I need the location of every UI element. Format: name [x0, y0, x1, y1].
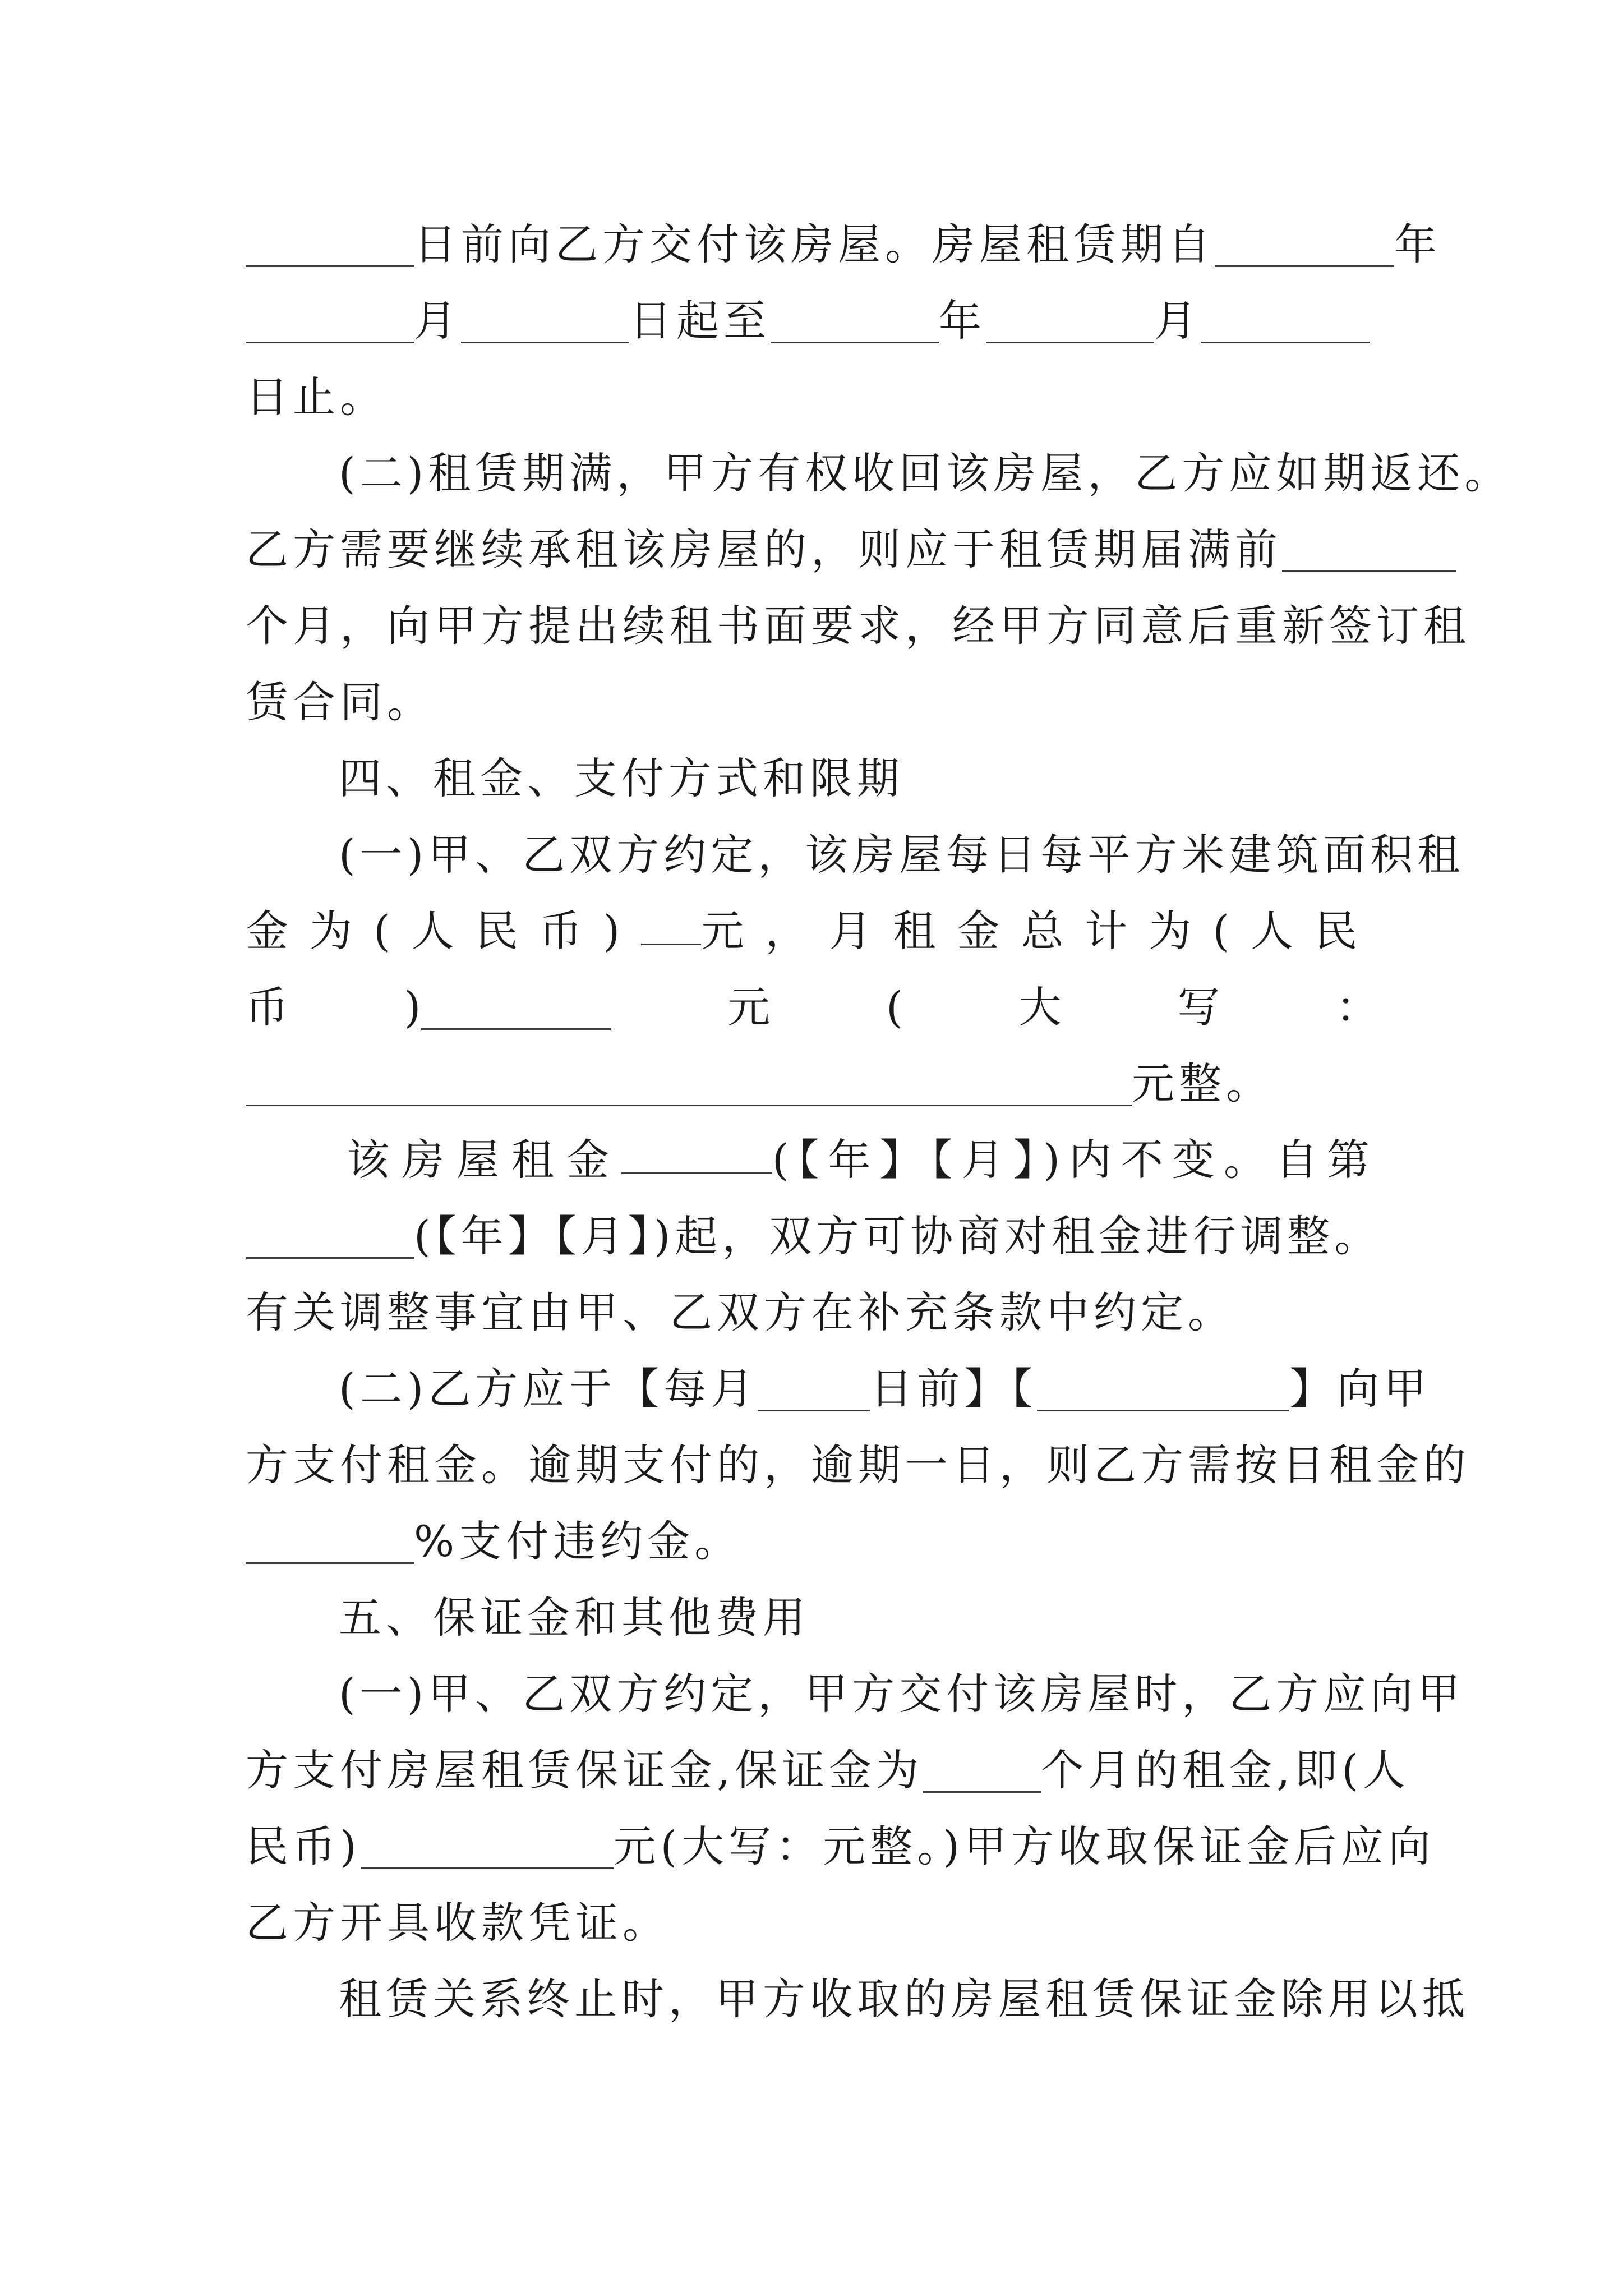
text-segment: 民币): [246, 1821, 361, 1871]
section-heading-deposit: [339, 1584, 1378, 1651]
text-segment: 大: [1018, 982, 1062, 1032]
fill-blank[interactable]: [1215, 219, 1394, 267]
fill-blank[interactable]: [421, 982, 611, 1030]
text-segment: ): [404, 982, 421, 1032]
text-segment: ：: [1336, 982, 1378, 1032]
fill-blank[interactable]: [1037, 1364, 1289, 1411]
fill-blank[interactable]: [361, 1821, 614, 1869]
text-segment: 年: [1394, 219, 1441, 269]
text-segment: (: [886, 982, 903, 1032]
text-line-13: [347, 1126, 1378, 1194]
fill-blank[interactable]: [758, 1364, 870, 1411]
text-line-5: [246, 516, 1378, 583]
text-line-4: [339, 440, 1512, 507]
text-line-20: [339, 1660, 1465, 1728]
text-line-14: [246, 1203, 1382, 1270]
text-segment: 元: [727, 982, 771, 1032]
text-segment: 个月的租金,即(人: [1041, 1745, 1410, 1795]
text-segment: 金为(人民币): [246, 906, 642, 956]
text-segment: 元(大写：元整。)甲方收取保证金后应向: [613, 1821, 1435, 1871]
text-line-18: [246, 1508, 1378, 1575]
text-line-16: [339, 1355, 1431, 1423]
fill-blank[interactable]: [461, 296, 629, 343]
text-line-15: [246, 1279, 1378, 1346]
text-line-3: [246, 364, 1378, 431]
text-segment: 日起至: [629, 296, 771, 346]
text-segment: 方支付租金。逾期支付的，逾期一日，则乙方需按日租金的: [246, 1440, 1470, 1490]
section-heading-rent: [339, 745, 1378, 812]
fill-blank[interactable]: [246, 1059, 1132, 1106]
text-line-21: [246, 1737, 1410, 1804]
fill-blank[interactable]: [246, 296, 414, 343]
fill-blank[interactable]: [986, 296, 1154, 343]
text-line-22: [246, 1813, 1435, 1880]
text-segment: 方支付房屋租赁保证金,保证金为: [246, 1745, 924, 1795]
text-segment: 租赁关系终止时，甲方收取的房屋租赁保证金除用以抵: [339, 1974, 1469, 2024]
text-segment: 元整。: [1132, 1059, 1273, 1108]
text-segment: (【年】【月】)内不变。自第: [772, 1135, 1378, 1185]
text-segment: 日前】【: [870, 1364, 1038, 1414]
fill-blank[interactable]: [923, 1745, 1041, 1793]
text-segment: (【年】【月】)起，双方可协商对租金进行调整。: [414, 1211, 1382, 1261]
text-line-9: [339, 821, 1465, 889]
text-segment: 赁合同。: [246, 677, 434, 727]
text-segment: %支付违约金。: [414, 1516, 742, 1566]
text-segment: 月: [1154, 296, 1201, 346]
fill-blank[interactable]: [246, 219, 414, 267]
text-segment: (二)租赁期满，甲方有权收回该房屋，乙方应如期返还。: [339, 448, 1512, 498]
text-segment: 币: [246, 982, 288, 1032]
text-segment: 日前向乙方交付该房屋。房屋租赁期自: [414, 219, 1215, 269]
fill-blank[interactable]: [621, 1126, 772, 1174]
text-segment: 写: [1177, 982, 1220, 1032]
text-line-1: [246, 211, 1441, 278]
text-line-6: [246, 592, 1470, 660]
fill-blank[interactable]: [246, 1516, 414, 1564]
text-segment: 个月，向甲方提出续租书面要求，经甲方同意后重新签订租: [246, 601, 1470, 651]
text-line-11: [246, 974, 1378, 1041]
fill-blank[interactable]: [246, 1211, 414, 1259]
text-segment: 有关调整事宜由甲、乙双方在补充条款中约定。: [246, 1287, 1235, 1337]
text-segment: 四、租金、支付方式和限期: [339, 753, 904, 803]
text-segment: (一)甲、乙双方约定，甲方交付该房屋时，乙方应向甲: [339, 1669, 1465, 1719]
fill-blank[interactable]: [771, 296, 939, 343]
fill-blank[interactable]: [1282, 524, 1456, 572]
text-segment: 年: [939, 296, 986, 346]
text-group: [404, 974, 612, 1041]
text-segment: (二)乙方应于【每月: [339, 1364, 758, 1414]
fill-blank[interactable]: [1201, 296, 1370, 343]
text-line-17: [246, 1432, 1470, 1499]
text-segment: 日止。: [246, 372, 387, 422]
text-segment: 月: [414, 296, 461, 346]
text-line-23: [246, 1889, 1378, 1957]
text-line-10: [246, 898, 1378, 965]
text-segment: 乙方需要继续承租该房屋的，则应于租赁期届满前: [246, 524, 1282, 574]
text-line-2: [246, 287, 1378, 355]
text-line-7: [246, 669, 1378, 736]
text-segment: 】向甲: [1289, 1364, 1431, 1414]
text-line-12: [246, 1050, 1378, 1117]
text-segment: (一)甲、乙双方约定，该房屋每日每平方米建筑面积租: [339, 830, 1465, 880]
text-segment: 该房屋租金: [347, 1135, 621, 1185]
text-line-24: [339, 1966, 1469, 2033]
fill-blank[interactable]: [641, 898, 701, 945]
text-segment: 乙方开具收款凭证。: [246, 1898, 670, 1948]
text-segment: 元，月租金总计为(人民: [701, 906, 1378, 956]
text-segment: 五、保证金和其他费用: [339, 1593, 810, 1642]
